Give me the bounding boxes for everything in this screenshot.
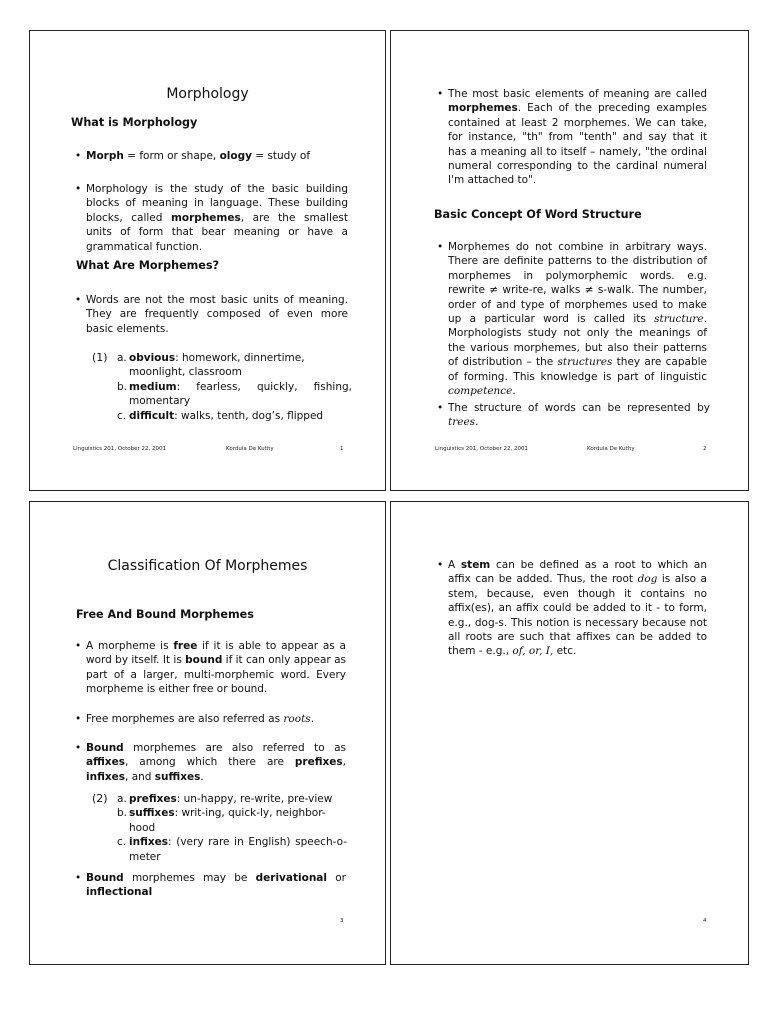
footer-course: Linguistics 201, October 22, 2001 bbox=[435, 446, 529, 452]
example-number: (2) bbox=[92, 792, 108, 805]
bullet-icon: • bbox=[75, 150, 82, 162]
section-heading: What Are Morphemes? bbox=[76, 259, 220, 272]
section-heading: What is Morphology bbox=[71, 116, 198, 129]
bullet-icon: • bbox=[437, 88, 444, 100]
example-item: a. prefixes: un-happy, re-write, pre-view bbox=[117, 793, 333, 805]
bullet-item: • A morpheme is free if it is able to appear as a word by itself. It is bound if it can only appear as part of a larger, multi-morphemic word. Every morpheme is either free or bound. bbox=[75, 640, 346, 696]
section-heading: Basic Concept Of Word Structure bbox=[434, 208, 642, 221]
footer-author: Kordula De Kuthy bbox=[226, 446, 274, 452]
page-number: 2 bbox=[703, 446, 707, 452]
example-number: (1) bbox=[92, 351, 108, 364]
page-number: 1 bbox=[340, 446, 344, 452]
example-item: a. obvious: homework, dinnertime, moonlight, classroom bbox=[117, 352, 305, 379]
bullet-item: • Morphemes do not combine in arbitrary ways. There are definite patterns to the distribution of morphemes in polymorphemic words. e.g. rewrite ≠ write-re, walks ≠ s-walk. The number, order of and type of morphemes used to make up a particular word is called its structure. Morphologists study not only the meanings of the various morphemes, but also their patterns of distribution – the structures they are capable of forming. This knowledge is part of linguistic competence. bbox=[437, 241, 707, 398]
bullet-item: • Words are not the most basic units of meaning. They are frequently composed of even more basic elements. bbox=[75, 294, 348, 335]
bullet-icon: • bbox=[75, 742, 82, 754]
bullet-item: • Bound morphemes may be derivational or inflectional bbox=[75, 872, 346, 899]
example-item: c. infixes: (very rare in English) speech-o-meter bbox=[117, 836, 347, 863]
example-list bbox=[92, 792, 347, 864]
slide-title: Classification Of Morphemes bbox=[107, 558, 308, 574]
bullet-item: • Free morphemes are also referred as roots. bbox=[75, 713, 315, 725]
slide-title: Morphology bbox=[166, 86, 249, 102]
slide-1 bbox=[29, 30, 386, 491]
slide-3 bbox=[29, 501, 386, 965]
bullet-icon: • bbox=[75, 713, 82, 725]
bullet-item: • Morph = form or shape, ology = study of bbox=[75, 150, 311, 162]
bullet-item: • Morphology is the study of the basic building blocks of meaning in language. These building blocks, called morphemes, are the smallest units of form that bear meaning or have a grammatical function. bbox=[75, 183, 348, 253]
bullet-icon: • bbox=[437, 559, 444, 571]
bullet-item: • A stem can be defined as a root to which an affix can be added. Thus, the root dog is also a stem, because, even though it contains no affix(es), an affix could be added to it - to form, e.g., dog-s. This notion is necessary because not all roots are such that affixes can be added to them - e.g., of, or, I, etc. bbox=[437, 559, 707, 658]
bullet-item: • Bound morphemes are also referred to as affixes, among which there are prefixes, infixes, and suffixes. bbox=[75, 742, 346, 783]
example-item: b. medium: fearless, quickly, fishing, momentary bbox=[117, 380, 352, 408]
bullet-icon: • bbox=[75, 294, 82, 306]
slide-4 bbox=[390, 501, 749, 965]
page-number: 3 bbox=[340, 918, 344, 924]
section-heading: Free And Bound Morphemes bbox=[76, 608, 254, 621]
bullet-icon: • bbox=[75, 640, 82, 652]
example-list bbox=[92, 351, 352, 423]
slide-2 bbox=[390, 30, 749, 491]
example-item: b. suffixes: writ-ing, quick-ly, neighbor-hood bbox=[117, 807, 326, 834]
footer-course: Linguistics 201, October 22, 2001 bbox=[73, 446, 167, 452]
example-item: c. difficult: walks, tenth, dog’s, flipped bbox=[117, 409, 324, 422]
bullet-icon: • bbox=[75, 183, 82, 195]
bullet-icon: • bbox=[437, 241, 444, 253]
bullet-item: • The most basic elements of meaning are called morphemes. Each of the preceding examples contained at least 2 morphemes. We can take, for instance, "th" from "tenth" and say that it has a meaning all to itself – namely, "the ordinal numeral corresponding to the cardinal numeral I'm attached to". bbox=[437, 88, 707, 187]
page-number: 4 bbox=[703, 918, 707, 924]
bullet-icon: • bbox=[437, 402, 444, 414]
bullet-icon: • bbox=[75, 872, 82, 884]
bullet-item: • The structure of words can be represented by trees. bbox=[437, 402, 710, 429]
footer-author: Kordula De Kuthy bbox=[587, 446, 635, 452]
